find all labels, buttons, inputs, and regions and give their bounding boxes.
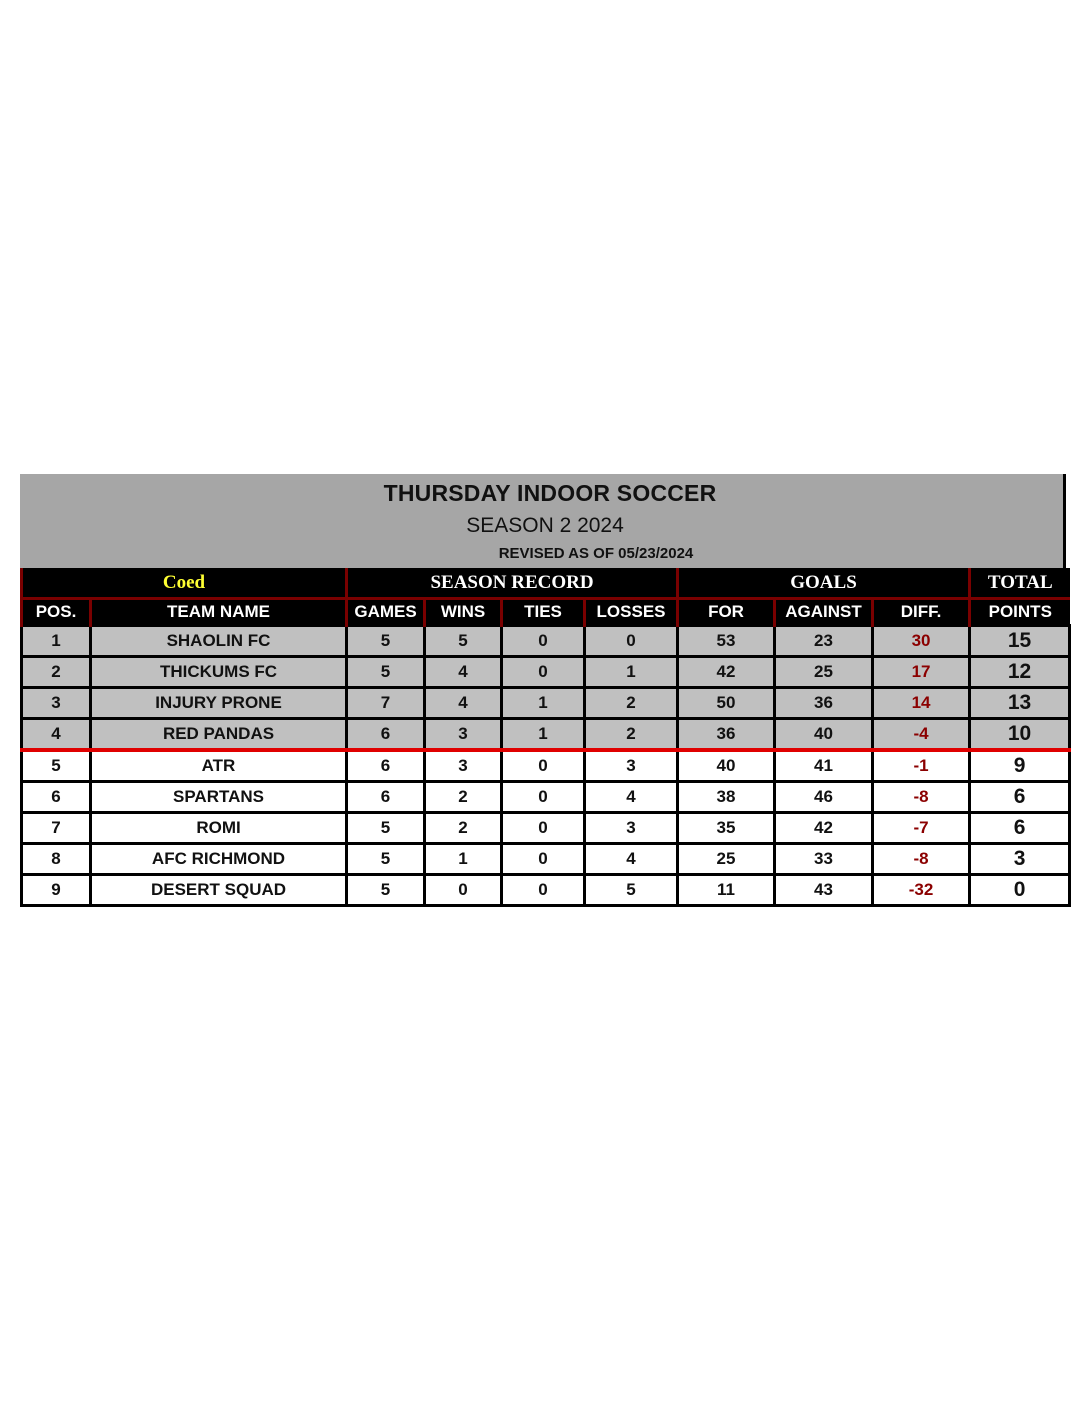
ties-cell: 0 bbox=[502, 657, 585, 688]
against-cell: 46 bbox=[775, 782, 873, 813]
team-cell: SHAOLIN FC bbox=[91, 626, 347, 657]
points-cell: 15 bbox=[970, 626, 1070, 657]
diff-cell: 30 bbox=[873, 626, 970, 657]
ties-cell: 0 bbox=[502, 813, 585, 844]
diff-cell: -4 bbox=[873, 719, 970, 751]
table-row bbox=[22, 813, 1070, 844]
col-header-ties: TIES bbox=[502, 599, 585, 626]
losses-cell: 4 bbox=[585, 844, 678, 875]
pos-cell: 4 bbox=[22, 719, 91, 751]
table-row bbox=[22, 626, 1070, 657]
games-cell: 6 bbox=[347, 782, 425, 813]
team-cell: THICKUMS FC bbox=[91, 657, 347, 688]
table-row bbox=[22, 688, 1070, 719]
group-header-row bbox=[22, 568, 1070, 599]
games-cell: 6 bbox=[347, 719, 425, 751]
wins-cell: 1 bbox=[425, 844, 502, 875]
wins-cell: 4 bbox=[425, 657, 502, 688]
league-title: THURSDAY INDOOR SOCCER bbox=[383, 480, 717, 506]
for-cell: 38 bbox=[678, 782, 775, 813]
games-cell: 5 bbox=[347, 626, 425, 657]
table-row bbox=[22, 782, 1070, 813]
games-cell: 6 bbox=[347, 750, 425, 782]
team-cell: ATR bbox=[91, 750, 347, 782]
ties-cell: 1 bbox=[502, 688, 585, 719]
for-cell: 53 bbox=[678, 626, 775, 657]
table-row bbox=[22, 750, 1070, 782]
col-header-games: GAMES bbox=[347, 599, 425, 626]
revised-date: REVISED AS OF 05/23/2024 bbox=[498, 545, 694, 562]
col-header-for: FOR bbox=[678, 599, 775, 626]
wins-cell: 4 bbox=[425, 688, 502, 719]
games-cell: 7 bbox=[347, 688, 425, 719]
diff-cell: -7 bbox=[873, 813, 970, 844]
for-cell: 50 bbox=[678, 688, 775, 719]
diff-cell: 17 bbox=[873, 657, 970, 688]
team-cell: AFC RICHMOND bbox=[91, 844, 347, 875]
points-cell: 6 bbox=[970, 813, 1070, 844]
season-record-group: SEASON RECORD bbox=[347, 568, 678, 599]
against-cell: 41 bbox=[775, 750, 873, 782]
col-header-team: TEAM NAME bbox=[91, 599, 347, 626]
pos-cell: 9 bbox=[22, 875, 91, 906]
col-header-diff: DIFF. bbox=[873, 599, 970, 626]
column-header-row bbox=[22, 599, 1070, 626]
team-cell: INJURY PRONE bbox=[91, 688, 347, 719]
wins-cell: 2 bbox=[425, 813, 502, 844]
ties-cell: 0 bbox=[502, 626, 585, 657]
wins-cell: 0 bbox=[425, 875, 502, 906]
against-cell: 40 bbox=[775, 719, 873, 751]
col-header-points: POINTS bbox=[970, 599, 1070, 626]
games-cell: 5 bbox=[347, 844, 425, 875]
against-cell: 36 bbox=[775, 688, 873, 719]
games-cell: 5 bbox=[347, 875, 425, 906]
pos-cell: 5 bbox=[22, 750, 91, 782]
losses-cell: 1 bbox=[585, 657, 678, 688]
for-cell: 40 bbox=[678, 750, 775, 782]
ties-cell: 0 bbox=[502, 844, 585, 875]
ties-cell: 0 bbox=[502, 782, 585, 813]
against-cell: 33 bbox=[775, 844, 873, 875]
ties-cell: 0 bbox=[502, 875, 585, 906]
for-cell: 25 bbox=[678, 844, 775, 875]
losses-cell: 5 bbox=[585, 875, 678, 906]
points-cell: 13 bbox=[970, 688, 1070, 719]
col-header-against: AGAINST bbox=[775, 599, 873, 626]
diff-cell: 14 bbox=[873, 688, 970, 719]
ties-cell: 1 bbox=[502, 719, 585, 751]
team-cell: RED PANDAS bbox=[91, 719, 347, 751]
division-label: Coed bbox=[22, 568, 347, 599]
wins-cell: 5 bbox=[425, 626, 502, 657]
ties-cell: 0 bbox=[502, 750, 585, 782]
col-header-pos: POS. bbox=[22, 599, 91, 626]
pos-cell: 6 bbox=[22, 782, 91, 813]
team-cell: ROMI bbox=[91, 813, 347, 844]
against-cell: 23 bbox=[775, 626, 873, 657]
col-header-wins: WINS bbox=[425, 599, 502, 626]
diff-cell: -1 bbox=[873, 750, 970, 782]
goals-group: GOALS bbox=[678, 568, 970, 599]
losses-cell: 4 bbox=[585, 782, 678, 813]
diff-cell: -8 bbox=[873, 844, 970, 875]
standings-table bbox=[20, 568, 1071, 907]
total-group: TOTAL bbox=[970, 568, 1070, 599]
col-header-losses: LOSSES bbox=[585, 599, 678, 626]
losses-cell: 2 bbox=[585, 688, 678, 719]
pos-cell: 8 bbox=[22, 844, 91, 875]
against-cell: 42 bbox=[775, 813, 873, 844]
diff-cell: -32 bbox=[873, 875, 970, 906]
standings-sheet bbox=[20, 474, 1068, 907]
against-cell: 25 bbox=[775, 657, 873, 688]
table-row bbox=[22, 719, 1070, 751]
wins-cell: 2 bbox=[425, 782, 502, 813]
points-cell: 10 bbox=[970, 719, 1070, 751]
for-cell: 42 bbox=[678, 657, 775, 688]
standings-header bbox=[20, 474, 1066, 568]
table-row bbox=[22, 657, 1070, 688]
diff-cell: -8 bbox=[873, 782, 970, 813]
losses-cell: 3 bbox=[585, 750, 678, 782]
losses-cell: 3 bbox=[585, 813, 678, 844]
pos-cell: 3 bbox=[22, 688, 91, 719]
losses-cell: 2 bbox=[585, 719, 678, 751]
pos-cell: 7 bbox=[22, 813, 91, 844]
losses-cell: 0 bbox=[585, 626, 678, 657]
points-cell: 12 bbox=[970, 657, 1070, 688]
games-cell: 5 bbox=[347, 657, 425, 688]
games-cell: 5 bbox=[347, 813, 425, 844]
pos-cell: 1 bbox=[22, 626, 91, 657]
pos-cell: 2 bbox=[22, 657, 91, 688]
points-cell: 9 bbox=[970, 750, 1070, 782]
points-cell: 0 bbox=[970, 875, 1070, 906]
for-cell: 11 bbox=[678, 875, 775, 906]
points-cell: 6 bbox=[970, 782, 1070, 813]
table-row bbox=[22, 875, 1070, 906]
for-cell: 35 bbox=[678, 813, 775, 844]
wins-cell: 3 bbox=[425, 719, 502, 751]
points-cell: 3 bbox=[970, 844, 1070, 875]
wins-cell: 3 bbox=[425, 750, 502, 782]
against-cell: 43 bbox=[775, 875, 873, 906]
table-row bbox=[22, 844, 1070, 875]
team-cell: SPARTANS bbox=[91, 782, 347, 813]
team-cell: DESERT SQUAD bbox=[91, 875, 347, 906]
for-cell: 36 bbox=[678, 719, 775, 751]
season-label: SEASON 2 2024 bbox=[466, 514, 624, 537]
